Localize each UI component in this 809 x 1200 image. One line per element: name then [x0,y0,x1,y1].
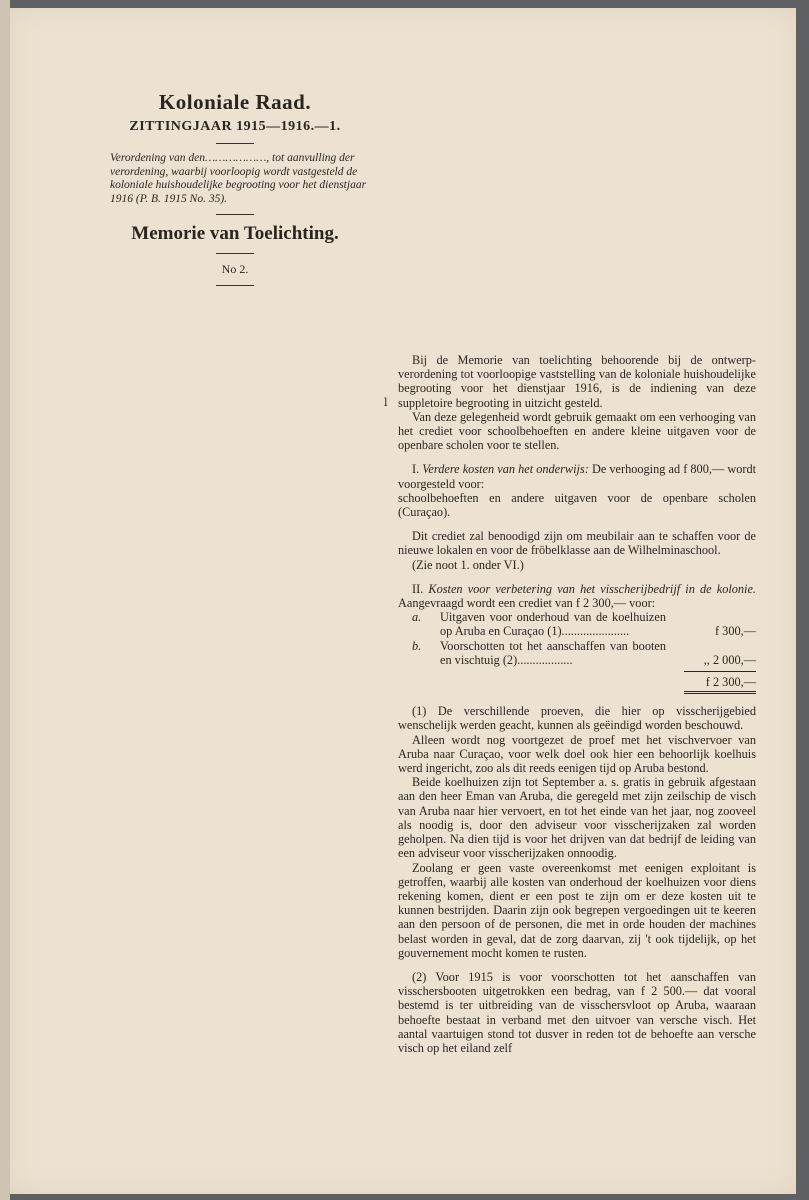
section-1-line: schoolbehoeften en andere uitgaven voor de openbare scholen (Curaçao). [398,490,756,520]
memorie-heading: Memorie van Toelichting. [131,223,339,244]
paragraph: Dit crediet zal benoodigd zijn om meubilair aan te schaffen voor de nieuwe lokalen en voor de fröbelklasse aan de Wilhelminaschool. [398,529,756,558]
session-year: ZITTINGJAAR 1915—1916.—1. [129,119,341,134]
note-paragraph: (2) Voor 1915 is voor voorschotten tot het aanschaffen van visschersbooten uitgetrokken een bedrag, van f 2 500.— dat vooral bestemd is ter uitbreiding van de visschersvloot op Aruba, waaraan behoefte bestaat in verband met den uitvoer van versche visch. Het aantal vaartuigen stond tot dusver in reden tot de behoefte aan versche visch op het eiland zelf [398,969,756,1055]
note-paragraph: Beide koelhuizen zijn tot September a. s. gratis in gebruik afgestaan aan den heer Eman van Aruba, die geregeld met zijn zeilschip de visch van Aruba naar hier vervoert, en tot het einde van het jaar, nog zooveel als noodig is, door den adviseur voor visscherijzaken zal worden geholpen. Na dien tijd is voor het drijven van dat bedrijf de leiding van een adviseur voor visscherijzaken onnoodig. [398,775,756,861]
section-rest: Aangevraagd wordt een crediet van f 2 300,— voor: [398,596,656,611]
intro-paragraph: Bij de Memorie van toelichting behoorende bij de ontwerp-verordening tot voorloopige vaststelling van de koloniale huishoudelijke begrooting voor het dienstjaar 1916, is de indiening van deze suppletoire begrooting in uitzicht gesteld. [398,353,756,410]
document-number: No 2. [221,262,249,276]
budget-item-b [398,639,756,667]
note-paragraph: Zoolang er geen vaste overeenkomst met eenigen exploitant is getroffen, waarbij alle kosten van onderhoud der koelhuizen voor diens rekening komen, dient er een post te zijn om er deze kosten uit te kunnen bestrijden. Daarin zijn ook begrepen vergoedingen uit te keeren aan den persoon of de personen, die met in orde houden der machines belast worden in geval, dat de zorg daarvan, zij 't ook tijdelijk, op het gouvernement mocht komen te rusten. [398,860,756,960]
item-label: b. [412,638,422,653]
council-title: Koloniale Raad. [158,90,312,114]
document-header [100,90,370,294]
section-2-heading [398,582,756,610]
section-number: I. [412,462,420,477]
section-1-heading [398,462,756,490]
budget-total: f 2 300,— [684,671,756,694]
section-rest: De verhooging ad f 800,— wordt voorgesteld voor: [398,462,757,491]
divider [216,214,254,215]
divider [216,143,254,144]
item-label: a. [412,610,422,625]
section-title: Kosten voor verbetering van het visscherijbedrijf in de kolonie. [428,581,757,596]
section-number: II. [412,581,424,596]
intro-paragraph: Van deze gelegenheid wordt gebruik gemaakt om een verhooging van het crediet voor schoolbehoeften en andere kleine uitgaven voor de openbare scholen voor te stellen. [398,409,756,453]
paragraph: (Zie noot 1. onder VI.) [412,557,524,572]
divider [216,253,254,254]
ordinance-description: Verordening van den………………, tot aanvulling der verordening, waarbij voorloopig wordt vastgesteld de koloniale huishoudelijke begrooting voor het dienstjaar 1916 (P. B. 1915 No. 35). [110,152,367,205]
page-edge [0,0,10,1200]
section-title: Verdere kosten van het onderwijs: [422,462,589,477]
item-text: Uitgaven voor onderhoud van de koelhuizen op Aruba en Curaçao (1)...................... [440,610,666,639]
budget-item-a [398,610,756,638]
item-text: Voorschotten tot het aanschaffen van booten en vischtuig (2).................. [440,638,666,667]
note-paragraph: (1) De verschillende proeven, die hier op visscherijgebied wenschelijk werden geacht, kunnen als geëindigd worden beschouwd. [398,704,756,733]
divider [216,285,254,286]
note-paragraph: Alleen wordt nog voortgezet de proef met het vischvervoer van Aruba naar Curaçao, voor welk doel ook hier een behoorlijk koelhuis werd ingericht, zoo als dit reeds eenigen tijd op Aruba bestond. [398,732,756,776]
margin-mark: l [384,396,388,409]
item-amount: ,, 2 000,— [703,652,756,667]
item-amount: f 300,— [715,624,756,639]
document-body [398,353,756,1055]
